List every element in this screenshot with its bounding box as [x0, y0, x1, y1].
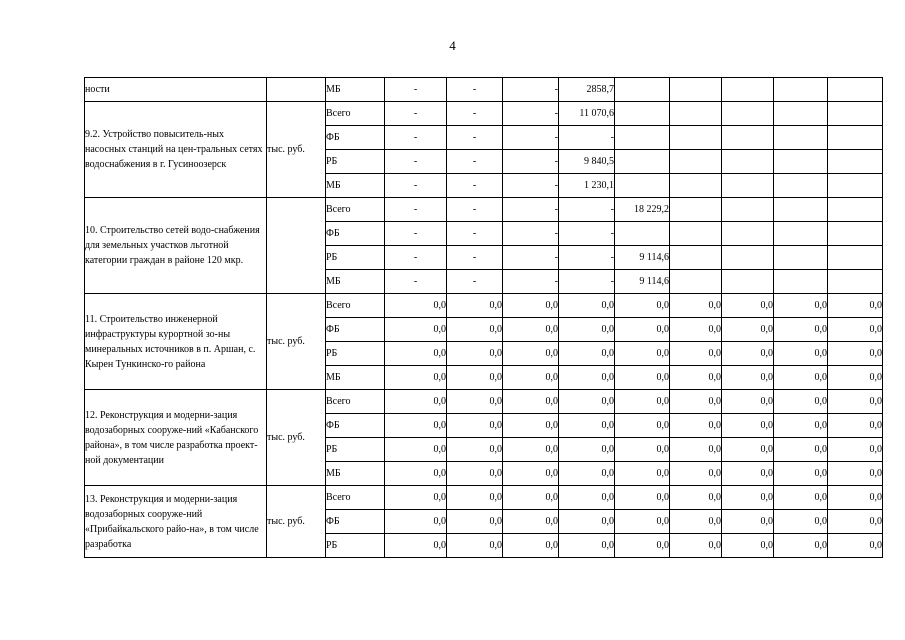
value-cell: 9 114,6	[615, 246, 670, 270]
funding-source: МБ	[326, 270, 385, 294]
value-cell: 0,0	[828, 534, 883, 558]
value-cell: -	[385, 150, 447, 174]
value-cell: 0,0	[828, 510, 883, 534]
value-cell: 0,0	[559, 294, 615, 318]
value-cell: 0,0	[722, 294, 774, 318]
value-cell: 0,0	[722, 318, 774, 342]
funding-source: ФБ	[326, 414, 385, 438]
value-cell: 0,0	[503, 486, 559, 510]
value-cell: 0,0	[447, 366, 503, 390]
value-cell	[774, 102, 828, 126]
value-cell: 9 114,6	[615, 270, 670, 294]
value-cell: 0,0	[828, 342, 883, 366]
value-cell: 0,0	[774, 486, 828, 510]
value-cell	[670, 222, 722, 246]
value-cell: 0,0	[615, 462, 670, 486]
value-cell	[722, 150, 774, 174]
unit-cell: тыс. руб.	[267, 102, 326, 198]
value-cell: 0,0	[615, 366, 670, 390]
value-cell: 0,0	[503, 414, 559, 438]
funding-source: МБ	[326, 78, 385, 102]
value-cell: -	[447, 222, 503, 246]
value-cell: 0,0	[385, 318, 447, 342]
value-cell: 0,0	[615, 390, 670, 414]
unit-cell	[267, 78, 326, 102]
table-row	[85, 390, 883, 414]
value-cell: 0,0	[447, 294, 503, 318]
value-cell: 0,0	[447, 318, 503, 342]
value-cell: 0,0	[774, 414, 828, 438]
funding-source: ФБ	[326, 318, 385, 342]
value-cell: 0,0	[503, 462, 559, 486]
value-cell	[722, 174, 774, 198]
value-cell: 0,0	[503, 510, 559, 534]
value-cell: 0,0	[447, 414, 503, 438]
value-cell: 0,0	[722, 534, 774, 558]
value-cell	[774, 78, 828, 102]
value-cell: 0,0	[503, 534, 559, 558]
value-cell: -	[559, 222, 615, 246]
value-cell: 0,0	[774, 318, 828, 342]
value-cell: 0,0	[447, 462, 503, 486]
value-cell: 0,0	[559, 462, 615, 486]
value-cell: 0,0	[828, 414, 883, 438]
funding-source: Всего	[326, 390, 385, 414]
value-cell: 0,0	[670, 342, 722, 366]
value-cell: 0,0	[615, 342, 670, 366]
value-cell	[615, 174, 670, 198]
value-cell: 0,0	[722, 462, 774, 486]
unit-cell	[267, 198, 326, 294]
value-cell: 0,0	[828, 318, 883, 342]
value-cell: 0,0	[828, 294, 883, 318]
value-cell: 0,0	[670, 462, 722, 486]
value-cell	[774, 126, 828, 150]
value-cell	[670, 246, 722, 270]
value-cell	[670, 78, 722, 102]
value-cell	[828, 102, 883, 126]
funding-source: Всего	[326, 102, 385, 126]
value-cell: 0,0	[670, 510, 722, 534]
value-cell: 0,0	[722, 366, 774, 390]
value-cell	[828, 174, 883, 198]
value-cell: 0,0	[503, 366, 559, 390]
funding-source: РБ	[326, 438, 385, 462]
value-cell: 0,0	[670, 438, 722, 462]
value-cell	[828, 150, 883, 174]
value-cell: 0,0	[774, 366, 828, 390]
unit-cell: тыс. руб.	[267, 390, 326, 486]
activity-description: 10. Строительство сетей водо-снабжения для земельных участков льготной категории граждан в районе 120 мкр.	[85, 198, 267, 294]
value-cell: 0,0	[615, 318, 670, 342]
value-cell: 0,0	[828, 438, 883, 462]
value-cell: -	[385, 270, 447, 294]
activity-description: ности	[85, 78, 267, 102]
value-cell: -	[385, 126, 447, 150]
value-cell: 0,0	[670, 414, 722, 438]
value-cell: -	[447, 126, 503, 150]
value-cell: 0,0	[722, 390, 774, 414]
table-row	[85, 102, 883, 126]
value-cell: 0,0	[385, 462, 447, 486]
value-cell: 18 229,2	[615, 198, 670, 222]
value-cell	[722, 102, 774, 126]
value-cell	[670, 150, 722, 174]
value-cell: 0,0	[615, 438, 670, 462]
value-cell	[722, 246, 774, 270]
value-cell: -	[385, 198, 447, 222]
funding-source: РБ	[326, 534, 385, 558]
value-cell: 9 840,5	[559, 150, 615, 174]
value-cell: 0,0	[559, 342, 615, 366]
value-cell: 0,0	[828, 366, 883, 390]
value-cell: -	[503, 150, 559, 174]
value-cell	[774, 198, 828, 222]
funding-source: РБ	[326, 246, 385, 270]
value-cell: -	[559, 246, 615, 270]
funding-source: Всего	[326, 486, 385, 510]
value-cell: -	[559, 198, 615, 222]
value-cell: -	[503, 222, 559, 246]
value-cell	[828, 78, 883, 102]
value-cell: -	[503, 78, 559, 102]
value-cell: 11 070,6	[559, 102, 615, 126]
value-cell: 0,0	[722, 486, 774, 510]
value-cell: 0,0	[385, 342, 447, 366]
value-cell	[774, 150, 828, 174]
value-cell	[615, 78, 670, 102]
value-cell	[774, 246, 828, 270]
activity-description: 11. Строительство инженерной инфраструктуры курортной зо-ны минеральных источников в п. Аршан, с. Кырен Тункинско-го района	[85, 294, 267, 390]
value-cell	[615, 222, 670, 246]
value-cell	[670, 270, 722, 294]
value-cell	[670, 198, 722, 222]
value-cell: 0,0	[774, 438, 828, 462]
activity-description: 9.2. Устройство повыситель-ных насосных станций на цен-тральных сетях водоснабжения в г. Гусиноозерск	[85, 102, 267, 198]
value-cell: 0,0	[447, 486, 503, 510]
value-cell: 0,0	[670, 486, 722, 510]
value-cell: -	[447, 78, 503, 102]
value-cell: 1 230,1	[559, 174, 615, 198]
funding-source: РБ	[326, 342, 385, 366]
page-number: 4	[449, 38, 456, 53]
value-cell: 0,0	[503, 390, 559, 414]
value-cell: 0,0	[559, 390, 615, 414]
funding-source: МБ	[326, 174, 385, 198]
value-cell: 0,0	[559, 534, 615, 558]
value-cell: -	[385, 78, 447, 102]
value-cell: 0,0	[774, 462, 828, 486]
value-cell: 0,0	[447, 534, 503, 558]
value-cell: 0,0	[559, 510, 615, 534]
value-cell: -	[447, 198, 503, 222]
value-cell: -	[447, 270, 503, 294]
value-cell: 0,0	[774, 510, 828, 534]
value-cell	[722, 78, 774, 102]
value-cell	[615, 126, 670, 150]
value-cell: -	[503, 174, 559, 198]
value-cell: 0,0	[670, 318, 722, 342]
value-cell: 0,0	[503, 318, 559, 342]
value-cell	[722, 198, 774, 222]
value-cell: -	[385, 174, 447, 198]
value-cell	[828, 246, 883, 270]
value-cell	[722, 126, 774, 150]
table-row	[85, 198, 883, 222]
value-cell: -	[447, 246, 503, 270]
funding-source: ФБ	[326, 126, 385, 150]
value-cell: -	[447, 102, 503, 126]
value-cell: 0,0	[722, 414, 774, 438]
value-cell	[615, 102, 670, 126]
value-cell	[828, 222, 883, 246]
value-cell: 0,0	[774, 534, 828, 558]
value-cell: 0,0	[559, 414, 615, 438]
value-cell: -	[385, 222, 447, 246]
value-cell: 0,0	[385, 486, 447, 510]
value-cell	[828, 126, 883, 150]
value-cell: 0,0	[559, 318, 615, 342]
funding-source: МБ	[326, 366, 385, 390]
value-cell: 0,0	[559, 486, 615, 510]
value-cell: 0,0	[385, 438, 447, 462]
value-cell: 2858,7	[559, 78, 615, 102]
value-cell: 0,0	[615, 414, 670, 438]
value-cell: 0,0	[774, 294, 828, 318]
value-cell: -	[447, 174, 503, 198]
value-cell: 0,0	[670, 294, 722, 318]
activity-description: 12. Реконструкция и модерни-зация водозаборных сооруже-ний «Кабанского района», в том числе разработка проект-ной документации	[85, 390, 267, 486]
value-cell: 0,0	[615, 486, 670, 510]
value-cell: -	[447, 150, 503, 174]
value-cell: 0,0	[385, 366, 447, 390]
value-cell: 0,0	[722, 510, 774, 534]
value-cell: 0,0	[447, 342, 503, 366]
value-cell: 0,0	[385, 390, 447, 414]
funding-source: МБ	[326, 462, 385, 486]
value-cell: 0,0	[670, 534, 722, 558]
value-cell: 0,0	[670, 366, 722, 390]
value-cell: 0,0	[615, 510, 670, 534]
value-cell	[670, 126, 722, 150]
value-cell: -	[385, 102, 447, 126]
value-cell: 0,0	[670, 390, 722, 414]
table-row	[85, 78, 883, 102]
value-cell: 0,0	[615, 294, 670, 318]
value-cell: -	[559, 126, 615, 150]
value-cell	[828, 270, 883, 294]
funding-source: Всего	[326, 294, 385, 318]
value-cell: 0,0	[503, 438, 559, 462]
value-cell: 0,0	[722, 342, 774, 366]
value-cell: 0,0	[774, 390, 828, 414]
value-cell: 0,0	[503, 294, 559, 318]
value-cell	[828, 198, 883, 222]
activity-description: 13. Реконструкция и модерни-зация водозаборных сооруже-ний «Прибайкальского райо-на», в том числе разработка	[85, 486, 267, 558]
value-cell: -	[503, 246, 559, 270]
value-cell: 0,0	[385, 534, 447, 558]
value-cell: -	[503, 270, 559, 294]
value-cell: 0,0	[385, 414, 447, 438]
value-cell	[722, 270, 774, 294]
value-cell: -	[503, 126, 559, 150]
value-cell	[774, 270, 828, 294]
value-cell	[722, 222, 774, 246]
value-cell: 0,0	[385, 294, 447, 318]
value-cell	[615, 150, 670, 174]
value-cell: 0,0	[828, 390, 883, 414]
value-cell: 0,0	[828, 486, 883, 510]
value-cell	[670, 174, 722, 198]
funding-source: ФБ	[326, 222, 385, 246]
value-cell	[670, 102, 722, 126]
funding-source: Всего	[326, 198, 385, 222]
value-cell	[774, 222, 828, 246]
table-row	[85, 486, 883, 510]
value-cell: 0,0	[559, 366, 615, 390]
unit-cell: тыс. руб.	[267, 294, 326, 390]
value-cell: 0,0	[559, 438, 615, 462]
value-cell: -	[503, 198, 559, 222]
value-cell: 0,0	[774, 342, 828, 366]
table-row	[85, 294, 883, 318]
value-cell: 0,0	[447, 438, 503, 462]
funding-table	[84, 77, 883, 558]
value-cell: 0,0	[828, 462, 883, 486]
value-cell: 0,0	[722, 438, 774, 462]
funding-source: РБ	[326, 150, 385, 174]
funding-source: ФБ	[326, 510, 385, 534]
unit-cell: тыс. руб.	[267, 486, 326, 558]
value-cell: -	[385, 246, 447, 270]
value-cell: 0,0	[447, 510, 503, 534]
value-cell: 0,0	[447, 390, 503, 414]
value-cell: 0,0	[615, 534, 670, 558]
value-cell	[774, 174, 828, 198]
value-cell: -	[503, 102, 559, 126]
value-cell: 0,0	[503, 342, 559, 366]
value-cell: 0,0	[385, 510, 447, 534]
value-cell: -	[559, 270, 615, 294]
